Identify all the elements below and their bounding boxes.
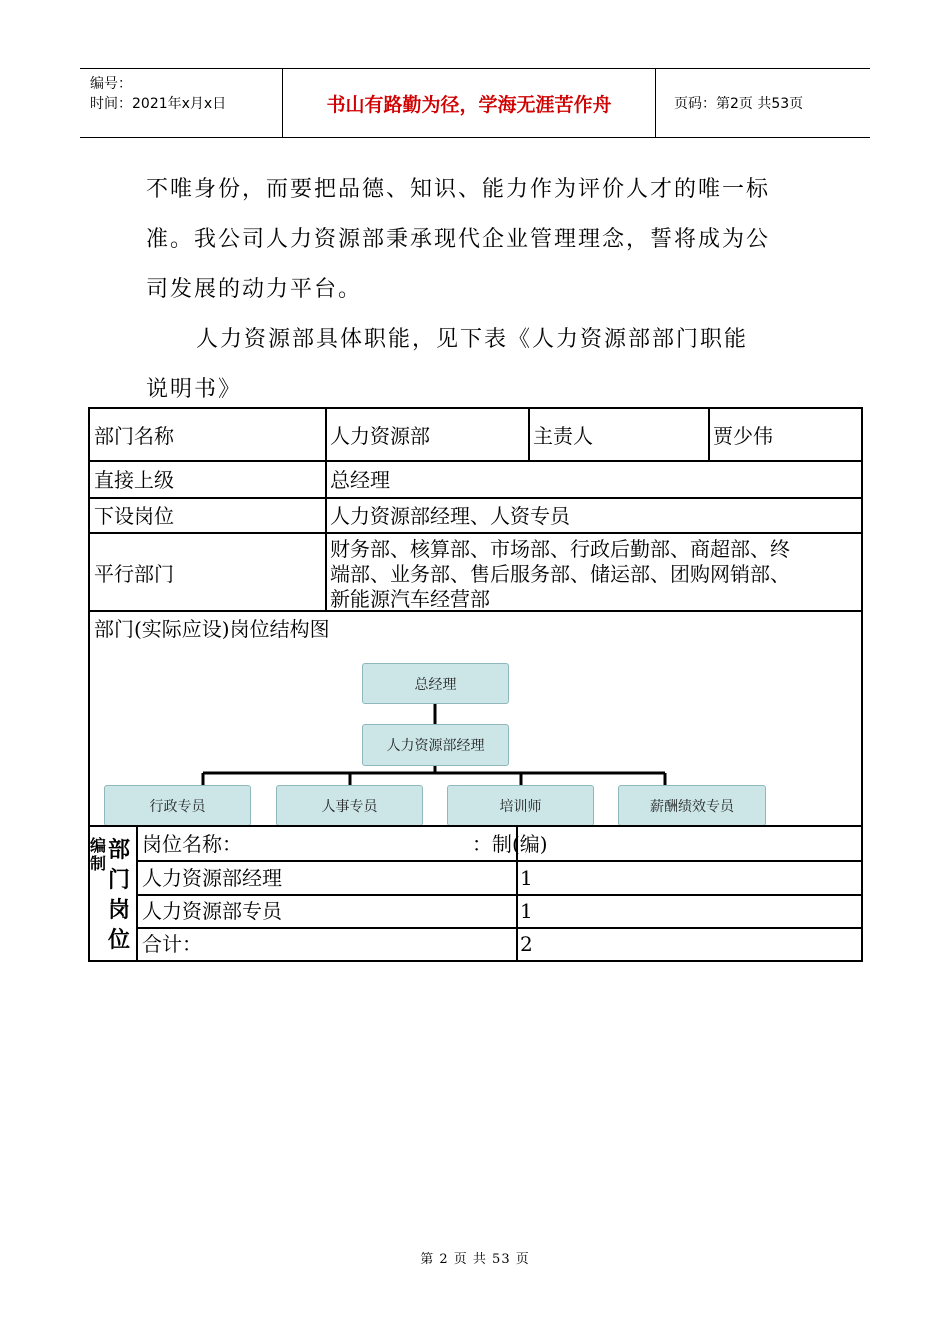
header-page-info-cell xyxy=(664,69,870,137)
parallel-label: 平行部门 xyxy=(94,562,174,586)
org-box-compensation-specialist: 薪酬绩效专员 xyxy=(618,785,766,826)
table-rule xyxy=(138,894,861,896)
table-rule xyxy=(90,532,861,534)
parallel-line-3: 新能源汽车经营部 xyxy=(330,587,490,611)
staffing-total-label: 合计： xyxy=(142,932,202,956)
manager-label: 主责人 xyxy=(533,424,593,448)
dept-name-value: 人力资源部 xyxy=(330,424,430,448)
document-date: 时间：2021年x月x日 xyxy=(90,96,227,112)
dept-name-label: 部门名称 xyxy=(94,424,174,448)
header-motto: 书山有路勤为径，学海无涯苦作舟 xyxy=(326,93,612,116)
staffing-side-label-small: 编制 xyxy=(90,836,107,873)
staffing-row-count: 1 xyxy=(520,866,533,890)
body-line-2: 准。我公司人力资源部秉承现代企业管理理念，誓将成为公 xyxy=(146,227,771,252)
table-rule xyxy=(528,409,530,462)
table-rule xyxy=(90,460,861,462)
page-footer: 第 2 页 共 53 页 xyxy=(420,1252,530,1267)
table-rule xyxy=(138,927,861,929)
manager-value: 贾少伟 xyxy=(713,424,773,448)
document-number-label: 编号： xyxy=(90,76,132,92)
staffing-side-char-1: 部 xyxy=(108,837,131,863)
org-box-hr-manager: 人力资源部经理 xyxy=(362,724,509,766)
staffing-total-count: 2 xyxy=(520,932,533,956)
table-rule xyxy=(138,860,861,862)
staffing-side-char-3: 岗 xyxy=(108,897,131,923)
org-box-admin-specialist: 行政专员 xyxy=(104,785,251,826)
staffing-side-char-4: 位 xyxy=(108,927,131,953)
org-box-personnel-specialist: 人事专员 xyxy=(276,785,423,826)
body-line-1: 不唯身份，而要把品德、知识、能力作为评价人才的唯一标 xyxy=(146,177,771,202)
staffing-row-name: 人力资源部专员 xyxy=(142,899,282,923)
structure-label: 部门(实际应设)岗位结构图 xyxy=(94,617,330,641)
header-meta xyxy=(80,69,280,137)
positions-value: 人力资源部经理、人资专员 xyxy=(330,504,570,528)
body-line-4: 人力资源部具体职能，见下表《人力资源部部门职能 xyxy=(196,327,749,352)
org-box-trainer: 培训师 xyxy=(447,785,594,826)
page-header xyxy=(80,68,870,138)
body-line-5: 说明书》 xyxy=(146,377,243,402)
body-line-3: 司发展的动力平台。 xyxy=(146,277,363,302)
parallel-line-1: 财务部、核算部、市场部、行政后勤部、商超部、终 xyxy=(330,537,790,561)
positions-label: 下设岗位 xyxy=(94,504,174,528)
staffing-row-name: 人力资源部经理 xyxy=(142,866,282,890)
parallel-line-2: 端部、业务部、售后服务部、储运部、团购网销部、 xyxy=(330,562,790,586)
superior-value: 总经理 xyxy=(330,468,390,492)
superior-label: 直接上级 xyxy=(94,468,174,492)
table-rule xyxy=(708,409,710,462)
staffing-table xyxy=(88,825,863,962)
staffing-header-name: 岗位名称： xyxy=(142,832,242,856)
org-box-general-manager: 总经理 xyxy=(362,663,509,704)
header-motto-cell xyxy=(282,69,656,137)
staffing-side-char-2: 门 xyxy=(108,867,131,893)
staffing-row-count: 1 xyxy=(520,899,533,923)
header-page-info: 页码：第2页 共53页 xyxy=(674,96,804,112)
staffing-header-count: ：制(编) xyxy=(472,832,548,856)
table-rule xyxy=(325,409,327,612)
table-rule xyxy=(90,497,861,499)
